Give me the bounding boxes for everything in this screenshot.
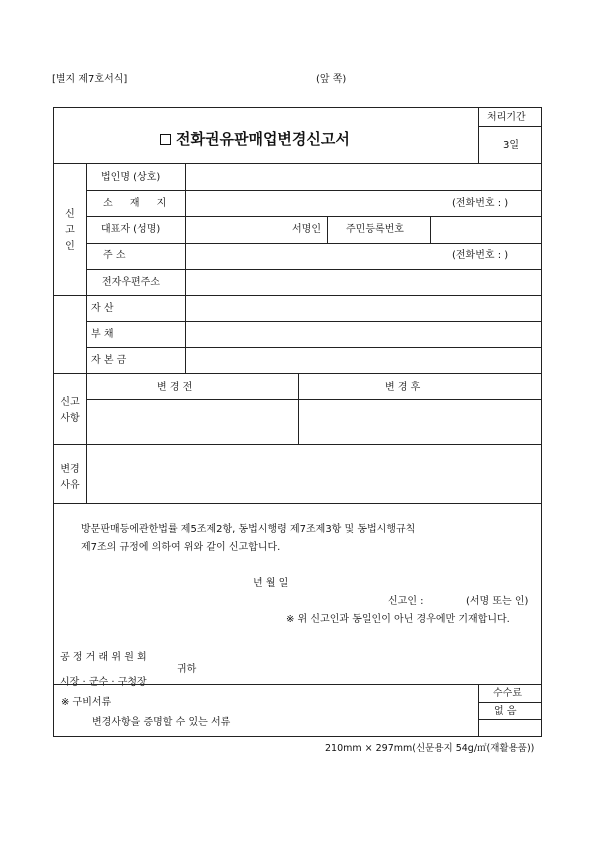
divider bbox=[478, 126, 542, 127]
recipient-honorific: 귀하 bbox=[177, 664, 197, 675]
capital-field[interactable] bbox=[186, 348, 541, 373]
divider bbox=[478, 684, 479, 737]
email-field[interactable] bbox=[186, 270, 541, 295]
divider bbox=[53, 503, 542, 504]
capital-label: 자 본 금 bbox=[91, 355, 127, 366]
reporter-sign-label: 신고인 : bbox=[388, 596, 424, 607]
page-side: (앞 쪽) bbox=[316, 74, 347, 85]
signature-label: 서명인 bbox=[292, 224, 321, 235]
phone-hint: (전화번호 : ) bbox=[452, 198, 509, 209]
divider bbox=[478, 719, 542, 720]
company-name-field[interactable] bbox=[186, 164, 541, 190]
before-change-field[interactable] bbox=[87, 400, 297, 443]
change-reason-label: 변경 사유 bbox=[60, 464, 80, 491]
recipient-partial: 시장 · 군수 · 구청장 bbox=[60, 677, 147, 688]
before-change-header: 변 경 전 bbox=[157, 382, 193, 393]
divider bbox=[327, 216, 328, 243]
report-items-label: 신고 사항 bbox=[60, 397, 80, 424]
divider bbox=[53, 684, 542, 685]
phone-hint-2: (전화번호 : ) bbox=[452, 250, 509, 261]
liabilities-field[interactable] bbox=[186, 322, 541, 347]
company-name-label: 법인명 (상호) bbox=[101, 172, 161, 183]
recipient-org: 공 정 거 래 위 원 회 bbox=[60, 652, 147, 663]
assets-field[interactable] bbox=[186, 296, 541, 321]
after-change-field[interactable] bbox=[299, 400, 541, 443]
representative-label: 대표자 (성명) bbox=[101, 224, 161, 235]
resident-number-label: 주민등록번호 bbox=[346, 224, 404, 235]
processing-period-label: 처리기간 bbox=[487, 112, 526, 123]
statement-line-1: 방문판매등에관한법률 제5조제2항, 동법시행령 제7조제3항 및 동법시행규칙 bbox=[81, 524, 416, 535]
checkbox-icon bbox=[160, 134, 171, 145]
form-number: [별지 제7호서식] bbox=[52, 74, 128, 85]
processing-period-value: 3일 bbox=[503, 140, 520, 151]
attachment-item: 변경사항을 증명할 수 있는 서류 bbox=[92, 717, 231, 728]
sign-hint: (서명 또는 인) bbox=[466, 596, 529, 607]
liabilities-label: 부 채 bbox=[91, 329, 114, 340]
statement-line-2: 제7조의 규정에 의하여 위와 같이 신고합니다. bbox=[81, 542, 281, 553]
after-change-header: 변 경 후 bbox=[385, 382, 421, 393]
fee-value: 없 음 bbox=[494, 706, 517, 717]
home-address-label: 주 소 bbox=[103, 250, 126, 261]
statement-note: ※ 위 신고인과 동일인이 아닌 경우에만 기재합니다. bbox=[286, 614, 510, 625]
address-label: 소 재 지 bbox=[103, 198, 167, 209]
resident-number-field[interactable] bbox=[431, 217, 541, 243]
fee-label: 수수료 bbox=[493, 688, 522, 699]
attachments-label: ※ 구비서류 bbox=[61, 697, 112, 708]
reporter-section-label: 신 고 인 bbox=[65, 209, 75, 252]
divider bbox=[478, 107, 479, 163]
paper-spec: 210mm × 297mm(신문용지 54g/㎡(재활용품)) bbox=[325, 743, 535, 754]
representative-field[interactable] bbox=[186, 217, 286, 243]
divider bbox=[478, 702, 542, 703]
assets-label: 자 산 bbox=[91, 303, 114, 314]
change-reason-field[interactable] bbox=[87, 445, 541, 502]
form-title: 전화권유판매업변경신고서 bbox=[160, 128, 350, 149]
date-line: 년 월 일 bbox=[253, 578, 289, 589]
email-label: 전자우편주소 bbox=[102, 277, 160, 288]
